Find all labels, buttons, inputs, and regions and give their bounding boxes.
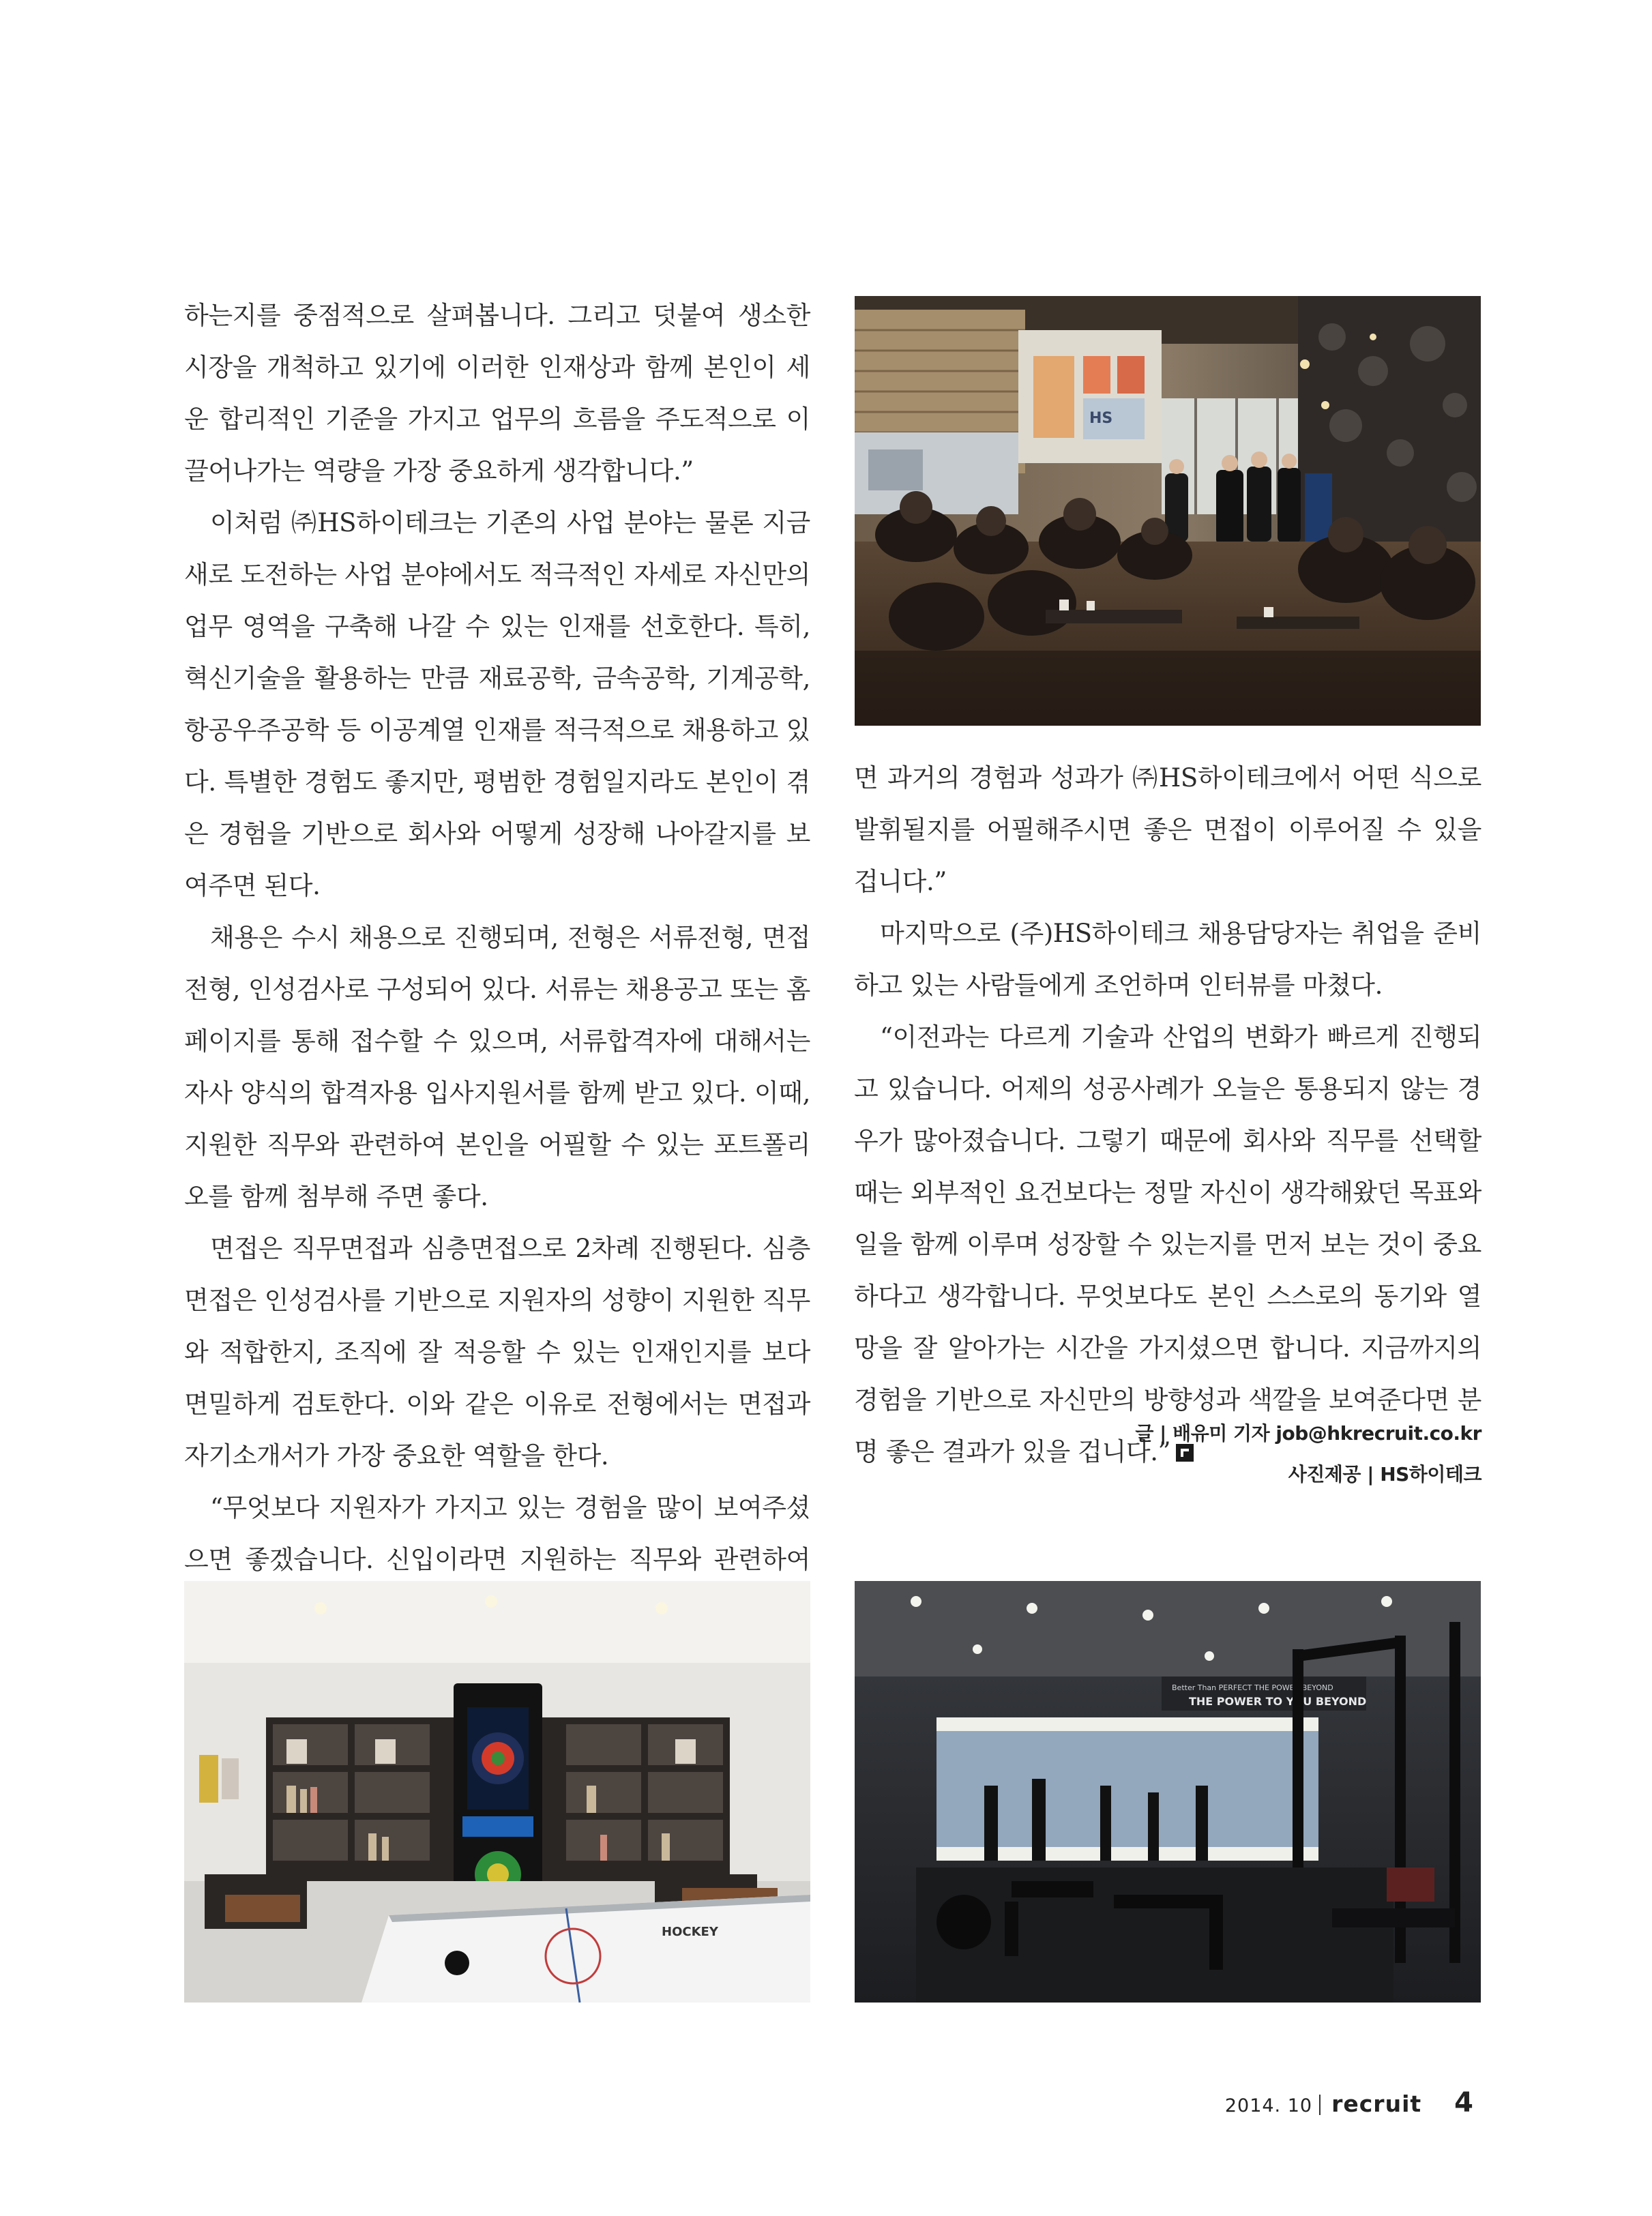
- table-brand-text: HOCKEY: [662, 1925, 718, 1939]
- event-photo: [855, 296, 1481, 726]
- gym-sign-small: Better Than PERFECT THE POWER BEYOND: [1172, 1683, 1333, 1692]
- event-slide-text: HS: [1089, 410, 1113, 427]
- issue-date: 2014. 10: [1224, 2095, 1313, 2116]
- lounge-photo-illustration: [184, 1581, 810, 2003]
- paragraph: 면 과거의 경험과 성과가 ㈜HS하이테크에서 어떤 식으로 발휘될지를 어필해주시면 좋은 면접이 이루어질 수 있을 겁니다.”: [854, 763, 1481, 896]
- paragraph: 이처럼 ㈜HS하이테크는 기존의 사업 분야는 물론 지금 새로 도전하는 사업 분야에서도 적극적인 자세로 자신만의 업무 영역을 구축해 나갈 수 있는 인재를 선호한다. 특히, 혁신기술을 활용하는 만큼 재료공학, 금속공학, 기계공학, 항공우주공학 등 이공계열 인재를 적극적으로 채용하고 있다. 특별한 경험도 좋지만, 평범한 경험일지라도 본인이 겪은 경험을 기반으로 회사와 어떻게 성장해 나아갈지를 보여주면 된다.: [184, 508, 810, 900]
- lounge-photo: [184, 1581, 810, 2003]
- event-photo-illustration: [855, 296, 1481, 726]
- paragraph: 하는지를 중점적으로 살펴봅니다. 그리고 덧붙여 생소한 시장을 개척하고 있기에 이러한 인재상과 함께 본인이 세운 합리적인 기준을 가지고 업무의 흐름을 주도적으로 이끌어나가는 역량을 가장 중요하게 생각합니다.”: [184, 301, 810, 486]
- gym-photo: [855, 1581, 1481, 2003]
- gym-photo-illustration: [855, 1581, 1481, 2003]
- paragraph: 면접은 직무면접과 심층면접으로 2차례 진행된다. 심층면접은 인성검사를 기반으로 지원자의 성향이 지원한 직무와 적합한지, 조직에 잘 적응할 수 있는 인재인지를 보다 면밀하게 검토한다. 이와 같은 이유로 전형에서는 면접과 자기소개서가 가장 중요한 역할을 한다.: [184, 1234, 810, 1471]
- magazine-name: recruit: [1331, 2091, 1422, 2117]
- photo-credit: 사진제공 | HS하이테크: [1288, 1463, 1481, 1486]
- paragraph: 채용은 수시 채용으로 진행되며, 전형은 서류전형, 면접전형, 인성검사로 구성되어 있다. 서류는 채용공고 또는 홈페이지를 통해 접수할 수 있으며, 서류합격자에 대해서는 자사 양식의 합격자용 입사지원서를 함께 받고 있다. 이때, 지원한 직무와 관련하여 본인을 어필할 수 있는 포트폴리오를 함께 첨부해 주면 좋다.: [184, 923, 810, 1211]
- footer-divider: [1319, 2095, 1321, 2115]
- paragraph: 마지막으로 (주)HS하이테크 채용담당자는 취업을 준비하고 있는 사람들에게 조언하며 인터뷰를 마쳤다.: [854, 919, 1481, 1000]
- writer-credit: 글 | 배유미 기자 job@hkrecruit.co.kr: [1135, 1422, 1481, 1445]
- article-body-left: [184, 290, 810, 1741]
- gym-sign-main: THE POWER TO YOU BEYOND: [1189, 1695, 1367, 1708]
- end-of-article-icon: [1176, 1444, 1194, 1462]
- closing-quote-text: “이전과는 다르게 기술과 산업의 변화가 빠르게 진행되고 있습니다. 어제의 성공사례가 오늘은 통용되지 않는 경우가 많아졌습니다. 그렇기 때문에 회사와 직무를 선택할 때는 외부적인 요건보다는 정말 자신이 생각해왔던 목표와 일을 함께 이루며 성장할 수 있는지를 먼저 보는 것이 중요하다고 생각합니다. 무엇보다도 본인 스스로의 동기와 열망을 잘 알아가는 시간을 가지셨으면 합니다. 지금까지의 경험을 기반으로 자신만의 방향성과 색깔을 보여준다면 분명 좋은 결과가 있을 겁니다.”: [854, 1022, 1481, 1466]
- article-body-right: [854, 752, 1481, 1478]
- paragraph: [854, 1011, 1481, 1478]
- paragraph: “무엇보다 지원자가 가지고 있는 경험을 많이 보여주셨으면 좋겠습니다. 신입이라면 지원하는 직무와 관련하여: [184, 1493, 810, 1574]
- page-footer: [0, 2087, 1473, 2118]
- page-number: 4: [1454, 2087, 1473, 2118]
